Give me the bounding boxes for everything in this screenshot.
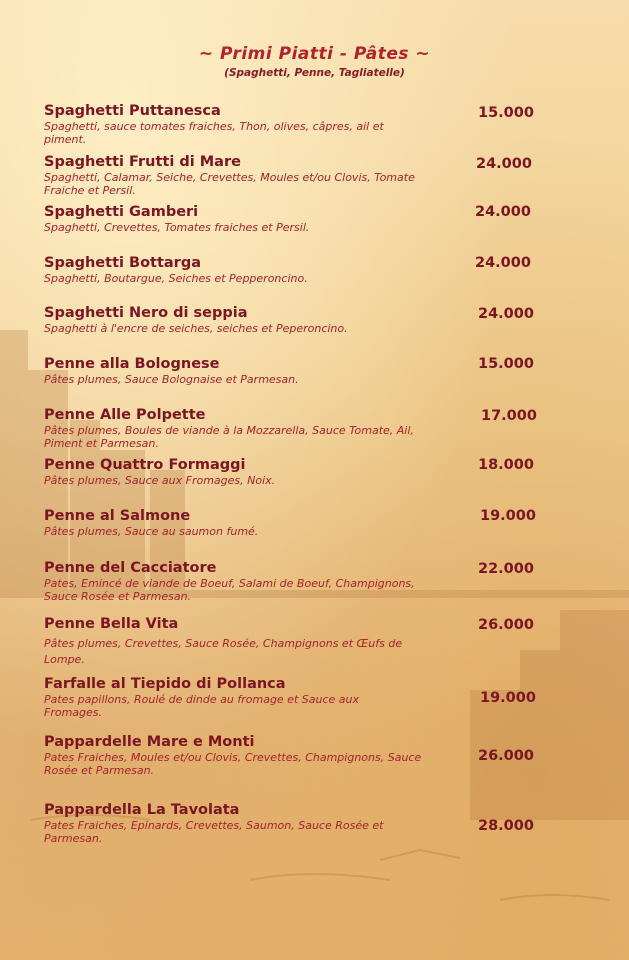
menu-item — [44, 103, 544, 146]
dish-name: Penne Quattro Formaggi — [44, 457, 246, 473]
dish-description: Spaghetti, sauce tomates fraiches, Thon, olives, câpres, ail et piment. — [44, 120, 384, 146]
dish-name: Spaghetti Puttanesca — [44, 103, 221, 119]
menu-item — [44, 154, 544, 197]
menu-item — [44, 560, 544, 603]
dish-price: 28.000 — [478, 818, 534, 834]
dish-description: Spaghetti, Crevettes, Tomates fraiches et Persil. — [44, 221, 310, 234]
dish-price: 26.000 — [478, 748, 534, 764]
menu-item — [44, 255, 544, 285]
menu-section-subtitle: (Spaghetti, Penne, Tagliatelle) — [224, 67, 405, 79]
dish-price: 24.000 — [476, 156, 532, 172]
menu-item — [44, 305, 544, 335]
menu-item — [44, 356, 544, 386]
dish-price: 19.000 — [480, 690, 536, 706]
menu-item — [44, 508, 544, 538]
menu-item — [44, 734, 544, 777]
dish-price: 26.000 — [478, 617, 534, 633]
dish-description: Pâtes plumes, Sauce au saumon fumé. — [44, 525, 259, 538]
menu-item — [44, 802, 544, 845]
dish-name: Penne al Salmone — [44, 508, 191, 524]
menu-item — [44, 407, 544, 450]
menu-section-title: ~ Primi Piatti - Pâtes ~ — [198, 44, 431, 64]
dish-name: Penne alla Bolognese — [44, 356, 220, 372]
dish-description: Pâtes plumes, Sauce aux Fromages, Noix. — [44, 474, 276, 487]
dish-price: 24.000 — [475, 204, 531, 220]
dish-price: 19.000 — [480, 508, 536, 524]
dish-price: 18.000 — [478, 457, 534, 473]
dish-name: Spaghetti Frutti di Mare — [44, 154, 241, 170]
dish-description: Pates Fraiches, Epinards, Crevettes, Saumon, Sauce Rosée et Parmesan. — [44, 819, 384, 845]
menu-item — [44, 616, 544, 668]
dish-description: Pates papillons, Roulé de dinde au fromage et Sauce aux Fromages. — [44, 693, 359, 719]
dish-description: Pates, Emincé de viande de Boeuf, Salami de Boeuf, Champignons, Sauce Rosée et Parmesan. — [44, 577, 415, 603]
dish-description: Pâtes plumes, Crevettes, Sauce Rosée, Champignons et Œufs de Lompe. — [44, 637, 403, 666]
dish-description: Pates Fraiches, Moules et/ou Clovis, Crevettes, Champignons, Sauce Rosée et Parmesan. — [44, 751, 422, 777]
dish-description: Spaghetti, Boutargue, Seiches et Pepperoncino. — [44, 272, 308, 285]
dish-price: 22.000 — [478, 561, 534, 577]
dish-name: Spaghetti Nero di seppia — [44, 305, 248, 321]
dish-name: Pappardella La Tavolata — [44, 802, 240, 818]
dish-description: Pâtes plumes, Boules de viande à la Mozzarella, Sauce Tomate, Ail, Piment et Parmesan. — [44, 424, 414, 450]
dish-name: Spaghetti Gamberi — [44, 204, 199, 220]
dish-name: Penne Alle Polpette — [44, 407, 206, 423]
dish-name: Pappardelle Mare e Monti — [44, 734, 255, 750]
dish-name: Spaghetti Bottarga — [44, 255, 202, 271]
dish-price: 17.000 — [481, 408, 537, 424]
dish-price: 24.000 — [478, 306, 534, 322]
dish-name: Penne del Cacciatore — [44, 560, 217, 576]
dish-price: 24.000 — [475, 255, 531, 271]
menu-item — [44, 676, 544, 719]
menu-item — [44, 204, 544, 234]
dish-name: Farfalle al Tiepido di Pollanca — [44, 676, 286, 692]
dish-description: Pâtes plumes, Sauce Bolognaise et Parmesan. — [44, 373, 299, 386]
dish-price: 15.000 — [478, 356, 534, 372]
dish-description: Spaghetti, Calamar, Seiche, Crevettes, Moules et/ou Clovis, Tomate Fraiche et Persil. — [44, 171, 415, 197]
menu-item — [44, 457, 544, 487]
dish-price: 15.000 — [478, 105, 534, 121]
dish-description: Spaghetti à l'encre de seiches, seiches et Peperoncino. — [44, 322, 348, 335]
dish-name: Penne Bella Vita — [44, 616, 179, 632]
